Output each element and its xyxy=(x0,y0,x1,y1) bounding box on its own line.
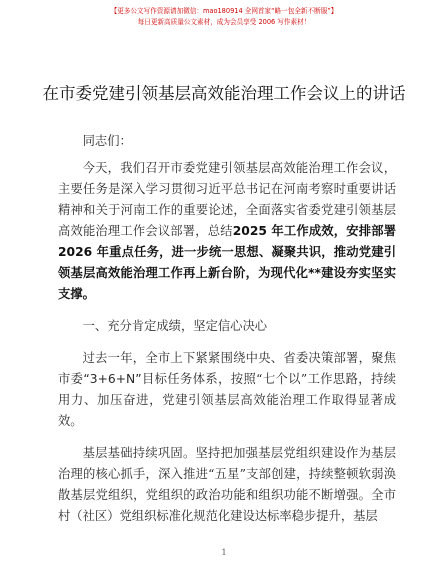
document-title: 在市委党建引领基层高效能治理工作会议上的讲话 xyxy=(42,84,406,103)
document-body xyxy=(58,131,396,527)
promo-banner xyxy=(0,6,448,28)
paragraph-achievements xyxy=(58,348,396,432)
paragraph-opening xyxy=(58,158,396,305)
promo-banner-line2: 每日更新高质量公文素材，成为会员享受 2006 写作素材！ xyxy=(137,18,311,26)
paragraph-opening-bold: 2025 年工作成效，安排部署 2026 年重点任务，进一步统一思想、凝聚共识，推动党建引领基层高效能治理工作再上新台阶，为现代化**建设夯实坚实支撑。 xyxy=(58,224,396,301)
promo-banner-line1: 【更多公文写作资源请加微信：mao180914 全网首家“略一包全新不断服”】 xyxy=(110,7,338,15)
paragraph-foundation: 基层基础持续巩固。坚持把加强基层党组织建设作为基层治理的核心抓手，深入推进“五星”支部创建，持续整顿软弱涣散基层党组织，党组织的政治功能和组织功能不断增强。全市村（社区）党组织标准化规范化建设达标率稳步提升，基层 xyxy=(58,446,396,523)
section-heading-1: 一、充分肯定成绩，坚定信心决心 xyxy=(82,319,268,333)
salutation: 同志们： xyxy=(82,134,132,148)
page-number: 1 xyxy=(221,548,227,557)
paragraph-achievements-text-b: 目标任务体系，按照“七个以”工作思路，持续用力、加压奋进，党建引领基层高效能治理工作取得显著成效。 xyxy=(58,372,396,428)
paragraph-opening-text: 今天，我们召开市委党建引领基层高效能治理工作会议，主要任务是深入学习贯彻习近平总书记在河南考察时重要讲话精神和关于河南工作的重要论述，全面落实省委党建引领基层高效能治理工作会议部署，总结 xyxy=(58,161,396,238)
paragraph-achievements-text-a: 过去一年，全市上下紧紧围绕中央、省委决策部署，聚焦市委 xyxy=(58,351,396,386)
paragraph-achievements-system: “3+6+N” xyxy=(83,372,142,386)
